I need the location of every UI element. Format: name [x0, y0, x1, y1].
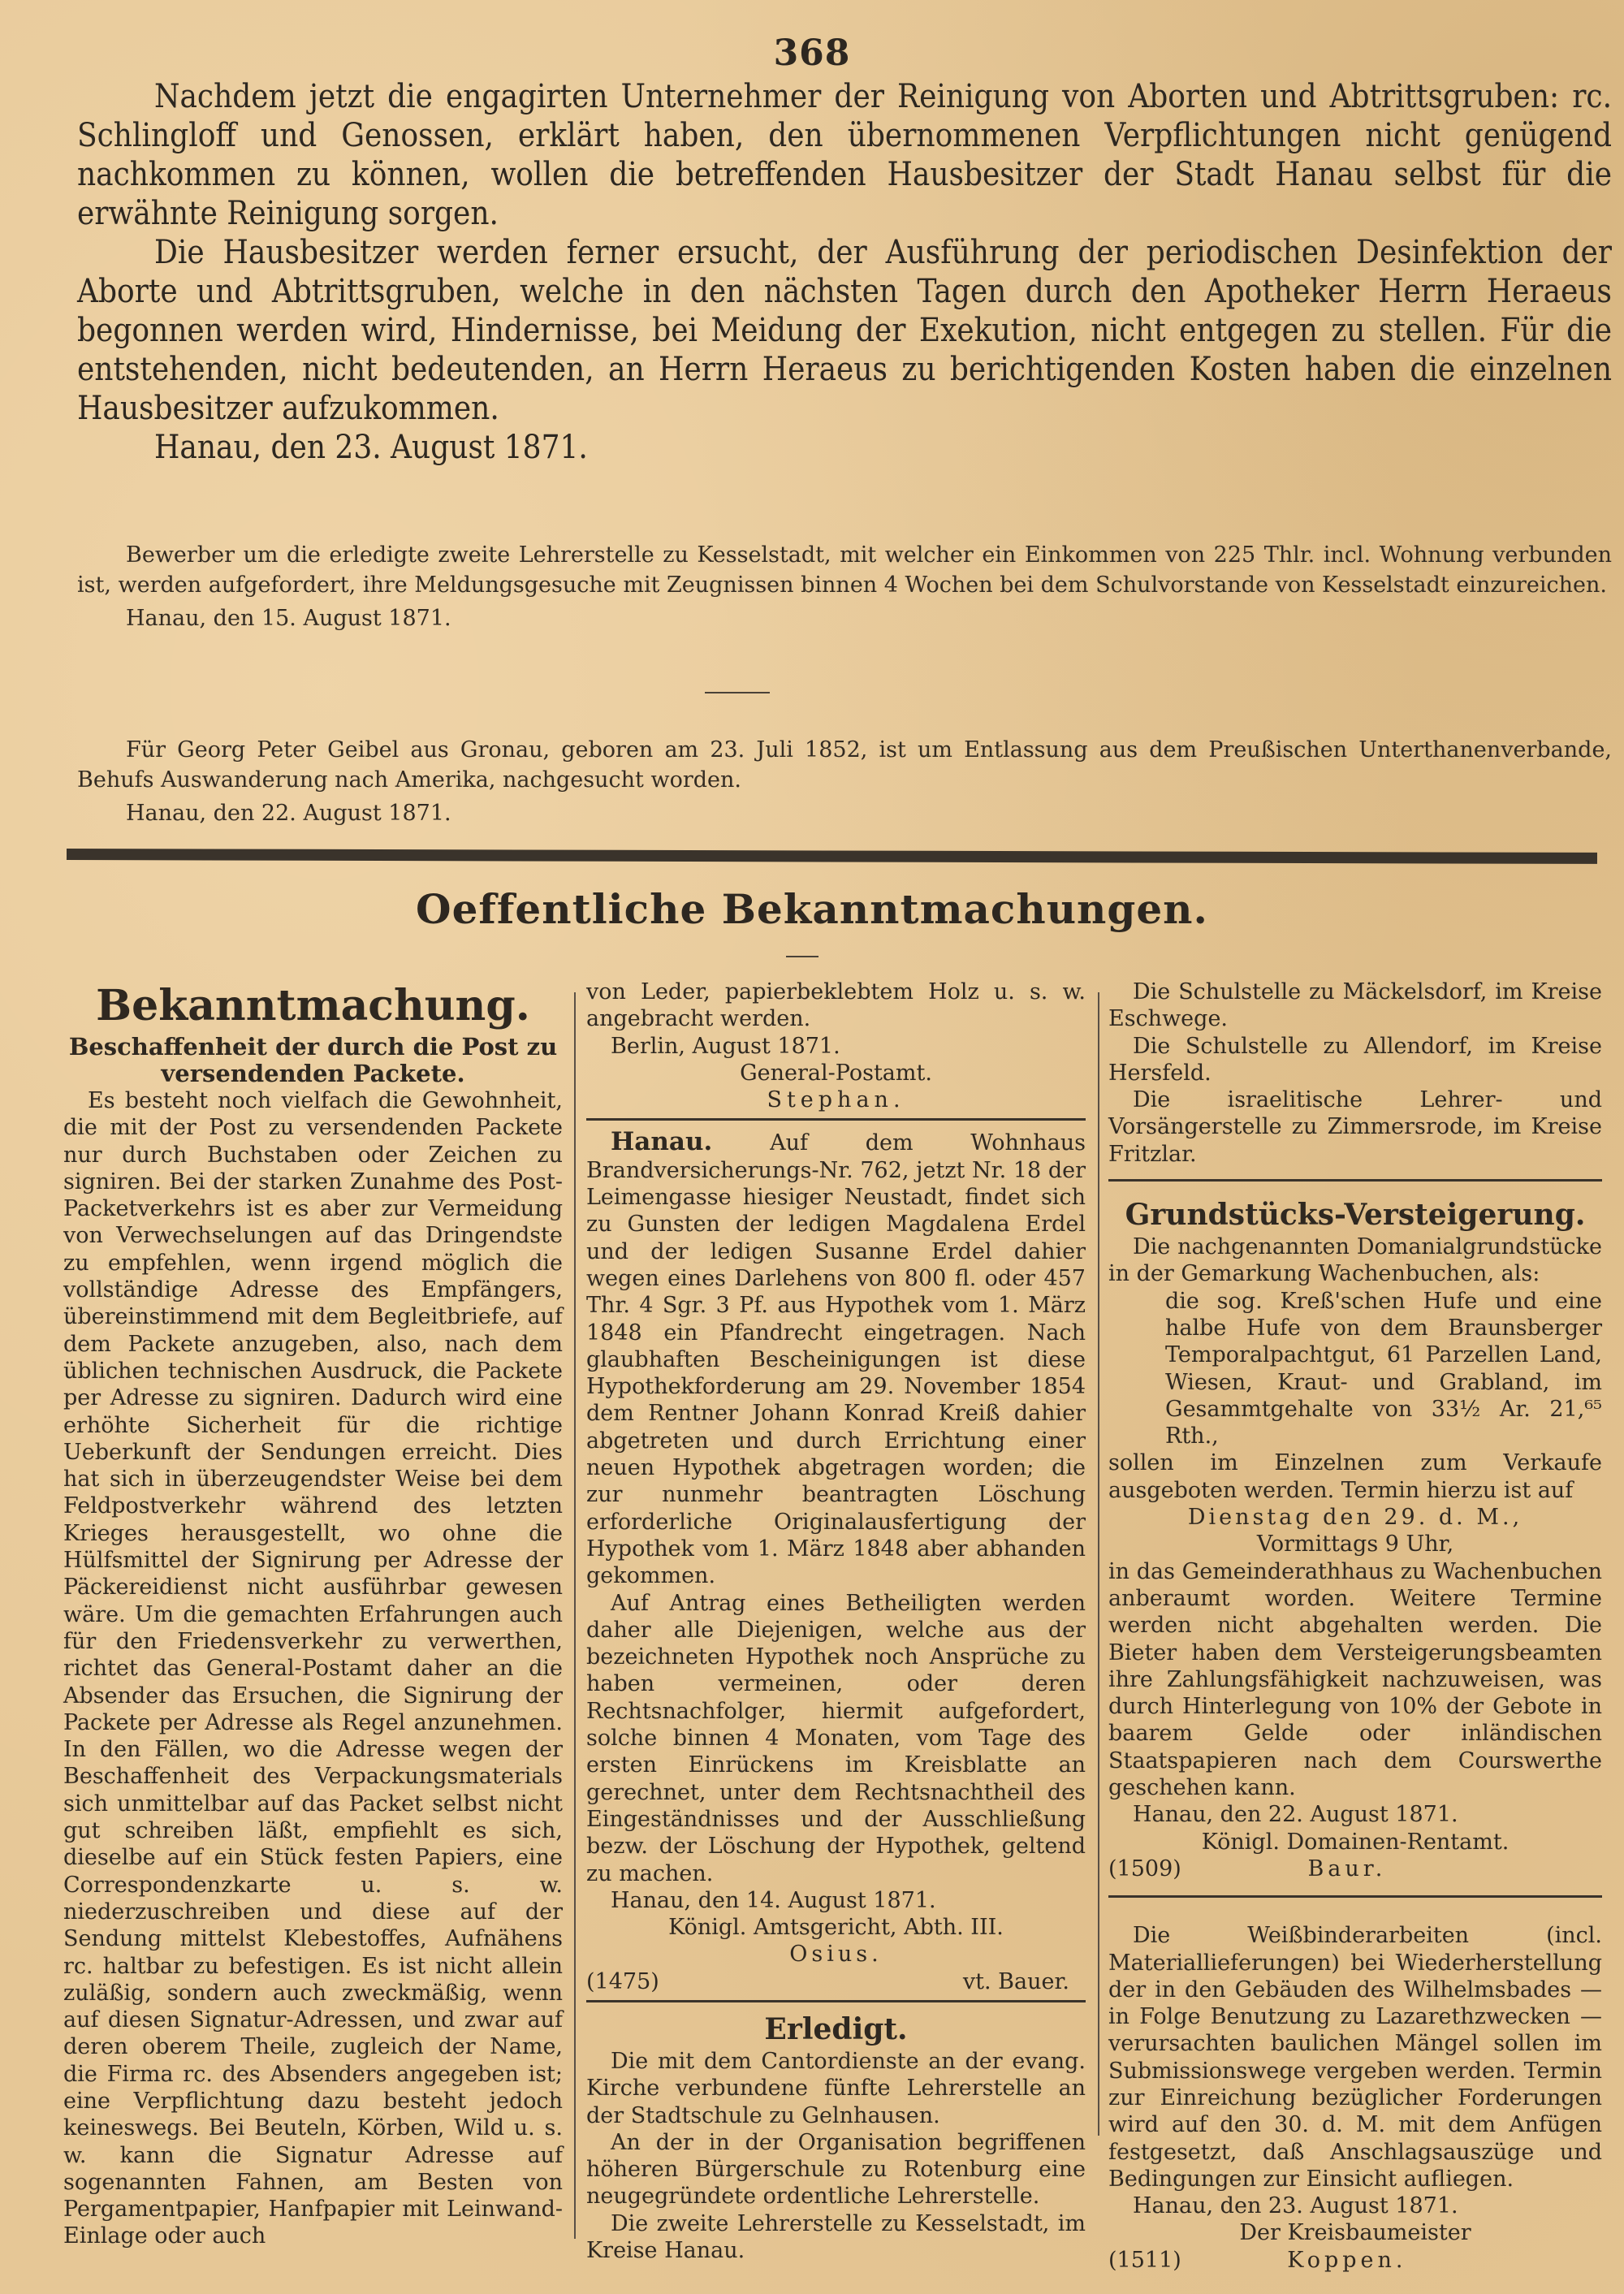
sanitation-paragraph-2: Die Hausbesitzer werden ferner ersucht, der Ausführung der periodischen Desinfektion der Aborte und Abtrittsgruben, welche in den nächsten Tagen durch den Apotheker Herrn Heraeus begonnen werden wird, Hindernisse, bei Meidung der Exekution, nicht entgegen zu stellen. Für die entstehenden, nicht bedeutenden, an Herrn Heraeus zu berichtigenden Kosten haben die einzelnen Hausbesitzer aufzukommen.	[77, 234, 1612, 427]
post-notice-body: Es besteht noch vielfach die Gewohnheit, die mit der Post zu versendenden Packete nur durch Buchstaben oder Zeichen zu signiren. Bei der starken Zunahme des Post-Packetverkehrs ist es aber zur Vermeidung von Verwechselungen auf das Dringendste zu empfehlen, wenn irgend möglich die vollständige Adresse des Empfängers, übereinstimmend mit dem Begleitbriefe, auf dem Packete anzugeben, also, nach dem üblichen technischen Ausdruck, die Packete per Adresse zu signiren. Dadurch wird eine erhöhte Sicherheit für die richtige Ueberkunft der Sendungen erreicht. Dies hat sich in überzeugendster Weise bei dem Feldpostverkehr während des letzten Krieges herausgestellt, wo ohne die Hülfsmittel der Signirung per Adresse der Päckereidienst nicht ausführbar gewesen wäre. Um die gemachten Erfahrungen auch für den Friedensverkehr zu verwerthen, richtet das General-Postamt daher an die Absender das Ersuchen, die Signirung der Packete per Adresse als Regel anzunehmen. In den Fällen, wo die Adresse wegen der Beschaffenheit des Verpackungsmaterials sich unmittelbar auf das Packet selbst nicht gut schreiben läßt, empfiehlt es sich, dieselbe auf ein Stück festen Papiers, eine Correspondenzkarte u. s. w. niederzuschreiben und diese auf der Sendung mittelst Klebestoffes, Aufnähens rc. haltbar zu befestigen. Es ist nicht allein zuläßig, sondern auch zweckmäßig, wenn auf diesen Signatur-Adressen, und zwar auf deren oberem Theile, zugleich der Name, die Firma rc. des Absenders angegeben ist; eine Verpflichtung dazu besteht jedoch keineswegs. Bei Beuteln, Körben, Wild u. s. w. kann die Signatur Adresse auf sogenannten Fahnen, am Besten von Pergamentpapier, Hanfpapier mit Leinwand-Einlage oder auch	[63, 1088, 563, 2249]
auction-text-1: sollen im Einzelnen zum Verkaufe ausgeboten werden. Termin hierzu ist auf	[1108, 1450, 1602, 1503]
mortgage-notice-paragraph-2: Auf Antrag eines Betheiligten werden daher alle Diejenigen, welche aus der bezeichneten Hypothek noch Ansprüche zu haben vermeinen, oder deren Rechtsnachfolger, hiermit aufgefordert, solche binnen 4 Monaten, vom Tage des ersten Einrückens im Kreisblatte an gerechnet, unter dem Rechtsnachtheil des Eingeständnisses und der Ausschließung bezw. der Löschung der Hypothek, geltend zu machen.	[586, 1590, 1086, 1886]
divider-short	[705, 692, 770, 693]
mortgage-notice-text-1: Auf dem Wohnhaus Brandversicherungs-Nr. 762, jetzt Nr. 18 der Leimengasse hiesiger Neustadt, findet sich zu Gunsten der ledigen Magdalena Erdel und der ledigen Susanne Erdel dahier wegen eines Darlehens von 800 fl. oder 457 Thr. 4 Sgr. 3 Pf. aus Hypothek vom 1. März 1848 ein Pfandrecht eingetragen. Nach glaubhaften Bescheinigungen ist diese Hypothekforderung am 29. November 1854 dem Rentner Johann Konrad Kreiß dahier abgetreten und durch Errichtung einer neuen Hypothek abgetragen worden; die zur nunmehr beantragten Löschung erforderliche Originalausfertigung der Hypothek vom 1. März 1848 aber abhanden gekommen.	[586, 1130, 1086, 1589]
auction-text-2: in das Gemeinderathhaus zu Wachenbuchen anberaumt worden. Weitere Termine werden nicht abgehalten werden. Die Bieter haben dem Versteigerungsbeamten ihre Zahlungsfähigkeit nachzuweisen, was durch Hinterlegung von 10% der Gebote in baarem Gelde oder inländischen Staatspapieren nach dem Courswerthe geschehen kann.	[1108, 1558, 1602, 1801]
section-divider-rule	[67, 849, 1597, 864]
emigration-notice	[77, 735, 1612, 828]
auction-footer	[1108, 1856, 1602, 1882]
works-notice-date: Hanau, den 23. August 1871.	[1133, 2193, 1458, 2219]
countersign: vt. Bauer.	[962, 1968, 1069, 1994]
auction-date: Hanau, den 22. August 1871.	[1133, 1802, 1458, 1828]
works-notice-footer	[1108, 2247, 1602, 2274]
mortgage-notice-paragraph-1	[586, 1129, 1086, 1589]
reference-number: (1511)	[1108, 2247, 1181, 2273]
auction-intro: Die nachgenannten Domanialgrundstücke in der Gemarkung Wachenbuchen, als:	[1108, 1234, 1602, 1287]
post-notice-signer: Stephan.	[767, 1087, 905, 1113]
divider	[586, 2000, 1086, 2002]
page-number: 368	[773, 32, 851, 74]
vacancy-item: Die zweite Lehrerstelle zu Kesselstadt, im Kreise Hanau.	[586, 2210, 1086, 2264]
vacancy-item: Die israelitische Lehrer- und Vorsängerstelle zu Zimmersrode, im Kreise Fritzlar.	[1108, 1087, 1602, 1167]
auction-item: die sog. Kreß'schen Hufe und eine halbe Hufe von dem Braunsberger Temporalpachtgut, 61 Parzellen Land, Wiesen, Kraut- und Grabland, im Gesammtgehalte von 33½ Ar. 21,⁶⁵ Rth.,	[1165, 1288, 1602, 1449]
mortgage-notice-lead: Hanau.	[611, 1127, 713, 1157]
emigration-date: Hanau, den 22. August 1871.	[126, 801, 451, 826]
sanitation-notice	[77, 77, 1612, 467]
vacancy-item: Die mit dem Cantordienste an der evang. Kirche verbundene fünfte Lehrerstelle an der Stadtschule zu Gelnhausen.	[586, 2048, 1086, 2128]
post-notice-heading: Bekanntmachung.	[96, 981, 530, 1030]
vacancy-item: Die Schulstelle zu Allendorf, im Kreise Hersfeld.	[1108, 1033, 1602, 1086]
section-title: Oeffentliche Bekanntmachungen.	[416, 885, 1208, 933]
emigration-text: Für Georg Peter Geibel aus Gronau, geboren am 23. Juli 1852, ist um Entlassung aus dem Preußischen Unterthanenverbande, Behufs Auswanderung nach Amerika, nachgesucht worden.	[77, 737, 1612, 793]
post-notice-subheading: Beschaffenheit der durch die Post zu versendenden Packete.	[68, 1033, 558, 1087]
divider	[1108, 1895, 1602, 1898]
vacancy-item: Die Schulstelle zu Mäckelsdorf, im Kreise Eschwege.	[1108, 979, 1602, 1032]
column-divider-right	[1098, 992, 1099, 2136]
teacher-vacancy-text: Bewerber um die erledigte zweite Lehrerstelle zu Kesselstadt, mit welcher ein Einkommen von 225 Thlr. incl. Wohnung verbunden ist, werden aufgefordert, ihre Meldungsgesuche mit Zeugnissen binnen 4 Wochen bei dem Schulvorstande von Kesselstadt einzureichen.	[77, 542, 1612, 598]
works-notice-authority: Der Kreisbaumeister	[1239, 2220, 1471, 2246]
auction-signer: Baur.	[1307, 1856, 1387, 1881]
teacher-vacancy-notice	[77, 540, 1612, 633]
auction-time: Vormittags 9 Uhr,	[1256, 1531, 1454, 1557]
teacher-vacancy-date: Hanau, den 15. August 1871.	[126, 606, 451, 631]
right-column	[1108, 979, 1602, 2274]
column-divider-left	[574, 992, 576, 2239]
auction-day: Dienstag den 29. d. M.,	[1187, 1505, 1523, 1531]
middle-column	[586, 979, 1086, 2264]
post-notice-date: Berlin, August 1871.	[611, 1033, 840, 1059]
reference-number: (1509)	[1108, 1856, 1181, 1881]
sanitation-date: Hanau, den 23. August 1871.	[154, 429, 588, 466]
divider	[1108, 1179, 1602, 1182]
works-notice-signer: Koppen.	[1287, 2247, 1407, 2273]
works-notice-text: Die Weißbinderarbeiten (incl. Materiallieferungen) bei Wiederherstellung der in den Gebäuden des Wilhelmsbades — in Folge Benutzung zu Lazarethzwecken — verursachten baulichen Mängel sollen im Submissionswege vergeben werden. Termin zur Einreichung bezüglicher Forderungen wird auf den 30. d. M. mit dem Anfügen festgesetzt, daß Anschlagsauszüge und Bedingungen zur Einsicht aufliegen.	[1108, 1923, 1602, 2192]
mortgage-notice-date: Hanau, den 14. August 1871.	[611, 1887, 936, 1913]
vacancies-heading: Erledigt.	[764, 2011, 908, 2046]
post-notice-authority: General-Postamt.	[740, 1060, 932, 1086]
auction-heading: Grundstücks-Versteigerung.	[1125, 1198, 1586, 1233]
mortgage-notice-footer	[586, 1968, 1086, 1995]
divider	[586, 1118, 1086, 1121]
sanitation-paragraph-1: Nachdem jetzt die engagirten Unternehmer der Reinigung von Aborten und Abtrittsgruben: rc. Schlingloff und Genossen, erklärt haben, den übernommenen Verpflichtungen nicht genügend nachkommen zu können, wollen die betreffenden Hausbesitzer der Stadt Hanau selbst für die erwähnte Reinigung sorgen.	[77, 78, 1612, 232]
left-column	[63, 979, 563, 2250]
post-notice-continuation: von Leder, papierbeklebtem Holz u. s. w. angebracht werden.	[586, 979, 1086, 1032]
reference-number: (1475)	[586, 1968, 659, 1994]
auction-authority: Königl. Domainen-Rentamt.	[1201, 1829, 1510, 1855]
mortgage-notice-authority: Königl. Amtsgericht, Abth. III.	[668, 1915, 1004, 1941]
vacancy-item: An der in der Organisation begriffenen höheren Bürgerschule zu Rotenburg eine neugegründete ordentliche Lehrerstelle.	[586, 2129, 1086, 2210]
title-underline	[786, 956, 818, 957]
mortgage-notice-signer: Osius.	[789, 1942, 883, 1968]
